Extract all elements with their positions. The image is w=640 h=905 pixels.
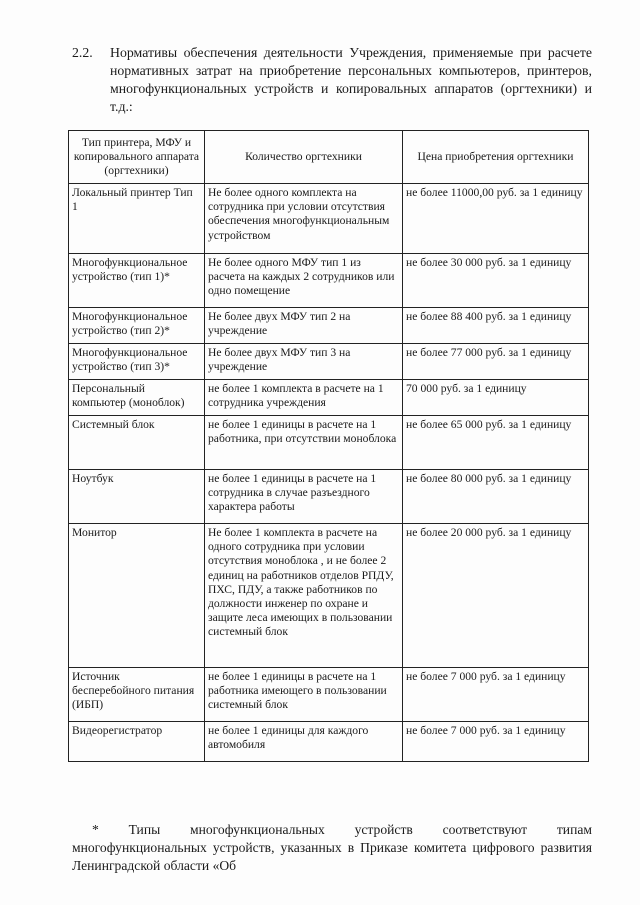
- table-row: [69, 416, 589, 470]
- section-2-2: [72, 44, 592, 116]
- cell-quantity: не более 1 единицы в расчете на 1 работника имеющего в пользовании системный блок: [205, 668, 403, 722]
- cell-equipment-type: Системный блок: [69, 416, 205, 470]
- section-number: 2.2.: [72, 45, 93, 60]
- cell-equipment-type: Локальный принтер Тип 1: [69, 184, 205, 254]
- cell-equipment-type: Многофункциональное устройство (тип 1)*: [69, 254, 205, 308]
- cell-quantity: Не более двух МФУ тип 2 на учреждение: [205, 308, 403, 344]
- cell-equipment-type: Ноутбук: [69, 470, 205, 524]
- cell-equipment-type: Многофункциональное устройство (тип 3)*: [69, 344, 205, 380]
- table-row: [69, 308, 589, 344]
- cell-price: не более 65 000 руб. за 1 единицу: [403, 416, 589, 470]
- cell-price: не более 77 000 руб. за 1 единицу: [403, 344, 589, 380]
- table-row: [69, 470, 589, 524]
- cell-equipment-type: Монитор: [69, 524, 205, 668]
- cell-quantity: Не более одного МФУ тип 1 из расчета на каждых 2 сотрудников или одно помещение: [205, 254, 403, 308]
- table-row: [69, 380, 589, 416]
- table-row: [69, 722, 589, 762]
- cell-equipment-type: Персональный компьютер (моноблок): [69, 380, 205, 416]
- cell-quantity: не более 1 единицы в расчете на 1 работника, при отсутствии моноблока: [205, 416, 403, 470]
- table-row: [69, 668, 589, 722]
- cell-quantity: Не более двух МФУ тип 3 на учреждение: [205, 344, 403, 380]
- table-row: [69, 524, 589, 668]
- header-price: Цена приобретения оргтехники: [403, 131, 589, 184]
- cell-price: не более 20 000 руб. за 1 единицу: [403, 524, 589, 668]
- cell-price: не более 30 000 руб. за 1 единицу: [403, 254, 589, 308]
- cell-equipment-type: Видеорегистратор: [69, 722, 205, 762]
- cell-quantity: не более 1 комплекта в расчете на 1 сотрудника учреждения: [205, 380, 403, 416]
- cell-price: не более 7 000 руб. за 1 единицу: [403, 668, 589, 722]
- cell-price: не более 80 000 руб. за 1 единицу: [403, 470, 589, 524]
- cell-quantity: Не более одного комплекта на сотрудника при условии отсутствия обеспечения многофункциональным устройством: [205, 184, 403, 254]
- cell-quantity: не более 1 единицы в расчете на 1 сотрудника в случае разъездного характера работы: [205, 470, 403, 524]
- table-header-row: [69, 131, 589, 184]
- norms-table: [68, 130, 589, 762]
- cell-equipment-type: Источник бесперебойного питания (ИБП): [69, 668, 205, 722]
- header-equipment-type: Тип принтера, МФУ и копировального аппарата (оргтехники): [69, 131, 205, 184]
- cell-quantity: Не более 1 комплекта в расчете на одного сотрудника при условии отсутствия моноблока , и не более 2 единиц на работников отделов РПДУ, ПХС, ПДУ, а также работников по должности инженер по охране и защите леса имеющих в пользовании системный блок: [205, 524, 403, 668]
- cell-price: 70 000 руб. за 1 единицу: [403, 380, 589, 416]
- cell-price: не более 11000,00 руб. за 1 единицу: [403, 184, 589, 254]
- table-row: [69, 344, 589, 380]
- cell-quantity: не более 1 единицы для каждого автомобиля: [205, 722, 403, 762]
- footnote: * Типы многофункциональных устройств соответствуют типам многофункциональных устройств, указанных в Приказе комитета цифрового развития Ленинградской области «Об: [72, 822, 592, 873]
- table-row: [69, 254, 589, 308]
- cell-price: не более 88 400 руб. за 1 единицу: [403, 308, 589, 344]
- cell-price: не более 7 000 руб. за 1 единицу: [403, 722, 589, 762]
- table-row: [69, 184, 589, 254]
- cell-equipment-type: Многофункциональное устройство (тип 2)*: [69, 308, 205, 344]
- header-quantity: Количество оргтехники: [205, 131, 403, 184]
- section-heading-text: Нормативы обеспечения деятельности Учреждения, применяемые при расчете нормативных затрат на приобретение персональных компьютеров, принтеров, многофункциональных устройств и копировальных аппаратов (оргтехники) и т.д.:: [110, 45, 592, 114]
